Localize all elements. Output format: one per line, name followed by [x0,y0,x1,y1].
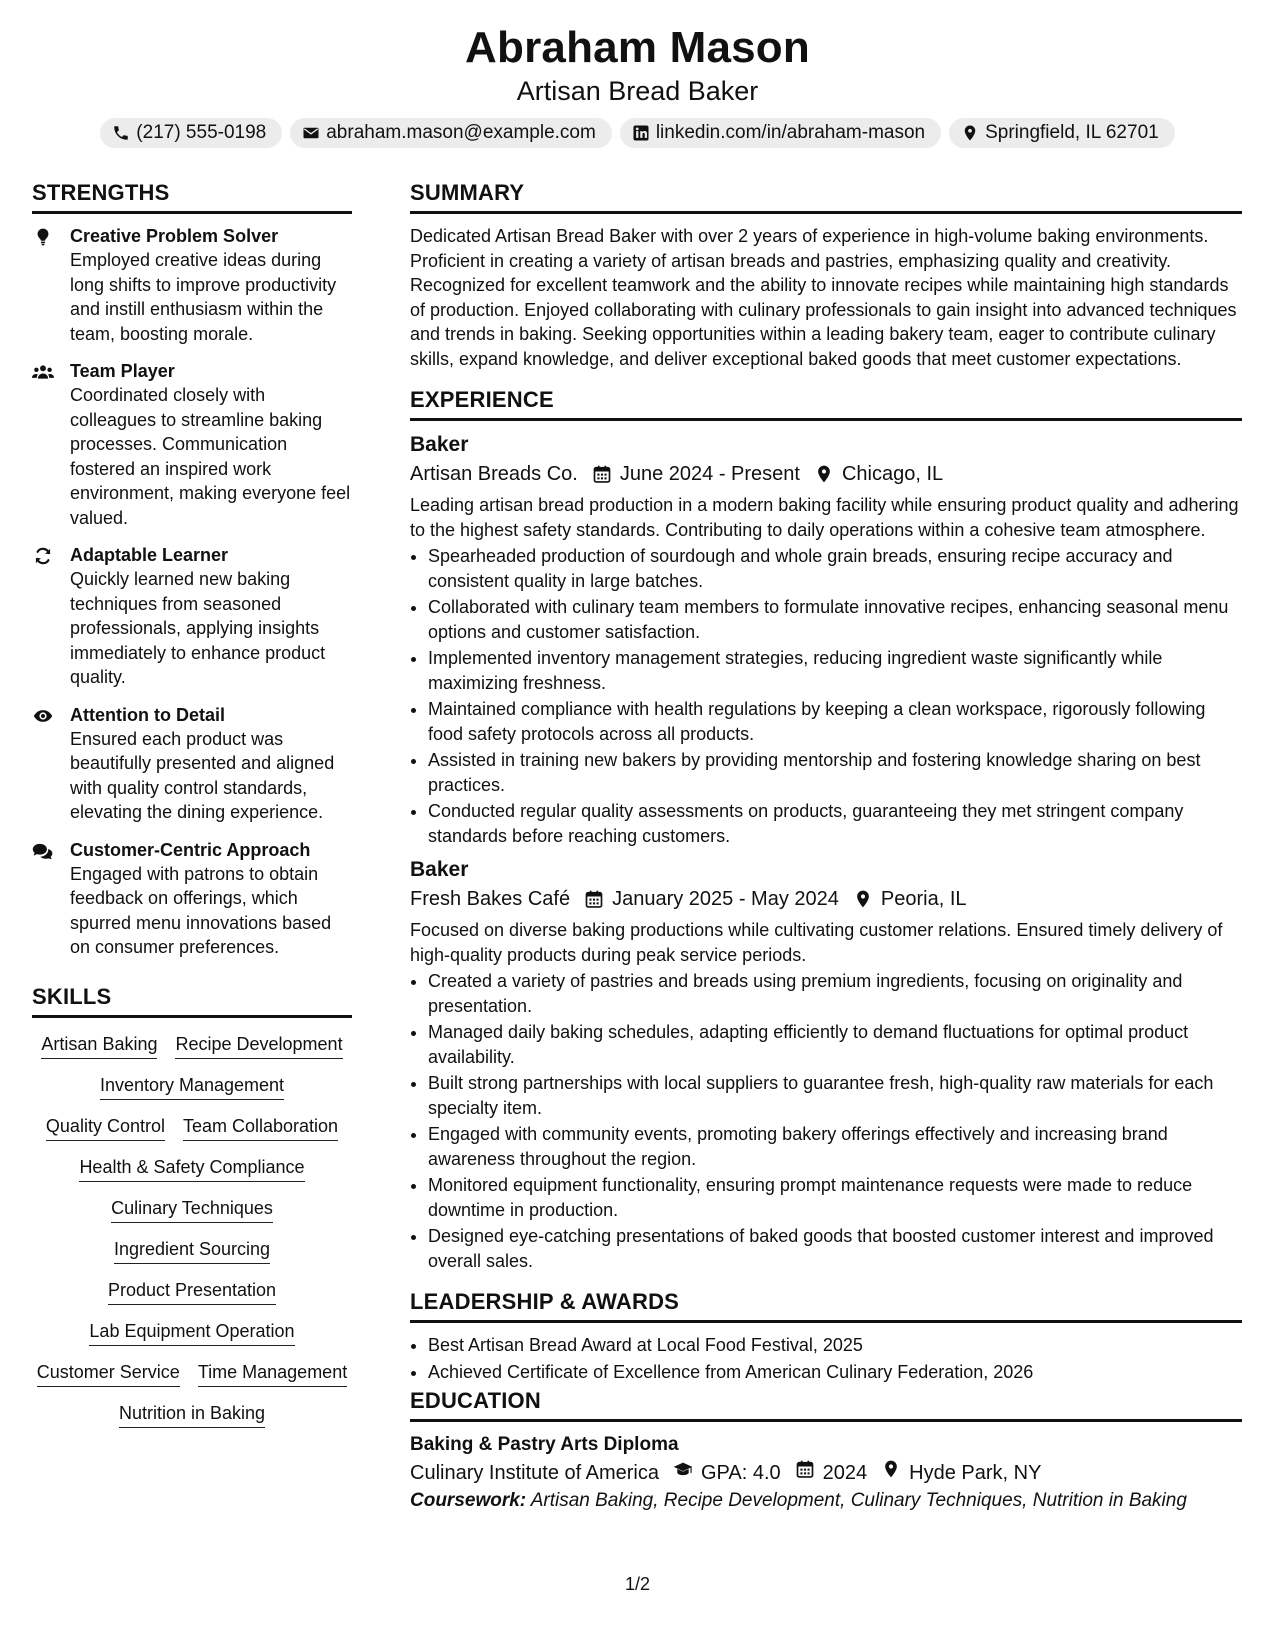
location-text: Springfield, IL 62701 [985,122,1159,143]
job-bullet: • Maintained compliance with health regulations by keeping a clean workspace, rigorously following food safety protocols across all products. [428,697,1242,746]
envelope-icon [302,124,320,142]
skill-tag: Customer Service [37,1360,180,1387]
left-column [32,178,352,1428]
job-dates-text: January 2025 - May 2024 [612,888,839,910]
email-text: abraham.mason@example.com [326,122,596,143]
strength-item [32,703,352,825]
job-title: Baker [410,433,469,456]
skill-tag: Inventory Management [100,1073,284,1100]
education-year [795,1458,868,1488]
job-bullet: • Collaborated with culinary team members to formulate innovative recipes, enhancing seasonal menu options and customer satisfaction. [428,595,1242,644]
skill-tag: Team Collaboration [183,1114,338,1141]
summary-heading: SUMMARY [410,178,1242,214]
year-text: 2024 [822,1462,868,1484]
candidate-role: Artisan Bread Baker [516,76,759,106]
job-bullets [410,969,1242,1273]
contact-linkedin[interactable] [620,118,941,148]
skill-tag: Health & Safety Compliance [79,1155,304,1182]
job-location [814,459,943,489]
job-location-text: Chicago, IL [841,463,944,485]
job-title: Baker [410,858,469,881]
job-bullet: • Created a variety of pastries and breads using premium ingredients, focusing on originality and presentation. [428,969,1242,1018]
coursework-text: Artisan Baking, Recipe Development, Culinary Techniques, Nutrition in Baking [530,1490,1187,1511]
skill-tag: Recipe Development [175,1032,342,1059]
job-dates [592,459,800,489]
awards-list [410,1333,1242,1384]
job-location [853,884,967,914]
strength-title: Attention to Detail [70,704,225,725]
education-location-text: Hyde Park, NY [909,1462,1042,1484]
education-gpa [673,1458,781,1488]
job-company: Artisan Breads Co. [410,463,578,485]
strength-description: Engaged with patrons to obtain feedback on offerings, which spurred menu innovations based on consumer preferences. [70,863,332,957]
graduation-cap-icon [673,1458,701,1488]
skill-tag: Time Management [198,1360,347,1387]
strength-description: Employed creative ideas during long shifts to improve productivity and instill enthusiasm within the team, boosting morale. [70,250,337,344]
award-item: • Achieved Certificate of Excellence from American Culinary Federation, 2026 [428,1360,1242,1385]
skill-tag: Ingredient Sourcing [114,1237,270,1264]
refresh-icon [32,543,70,690]
job-company: Fresh Bakes Café [410,888,571,910]
job-bullets [410,544,1242,848]
gpa-text: GPA: 4.0 [701,1462,781,1484]
job-bullet: • Conducted regular quality assessments on products, guaranteeing they met stringent company standards before reaching customers. [428,799,1242,848]
calendar-icon [584,889,612,909]
job-bullet: • Designed eye-catching presentations of baked goods that boosted customer interest and improved overall sales. [428,1224,1242,1273]
experience-heading: EXPERIENCE [410,385,1242,421]
education-meta [410,1458,1242,1488]
phone-icon [112,124,130,142]
map-pin-icon [961,124,979,142]
map-pin-icon [881,1458,909,1488]
job-location-text: Peoria, IL [880,888,967,910]
eye-icon [32,703,70,825]
coursework-label: Coursework: [410,1490,527,1511]
job-bullet: • Engaged with community events, promoting bakery offerings effectively and increasing brand awareness throughout the region. [428,1122,1242,1171]
degree-title: Baking & Pastry Arts Diploma [410,1434,679,1455]
candidate-name: Abraham Mason [465,23,810,72]
map-pin-icon [814,464,842,484]
users-icon [32,359,70,530]
job-dates-text: June 2024 - Present [619,463,800,485]
skill-tag: Nutrition in Baking [119,1401,265,1428]
skill-tag: Culinary Techniques [111,1196,273,1223]
strengths-heading: STRENGTHS [32,178,352,214]
contact-location [949,118,1175,148]
award-item: • Best Artisan Bread Award at Local Food Festival, 2025 [428,1333,1242,1358]
page-number: 1/2 [624,1574,651,1594]
job-bullet: • Managed daily baking schedules, adapting efficiently to demand fluctuations for optimal product availability. [428,1020,1242,1069]
summary-text: Dedicated Artisan Bread Baker with over 2 years of experience in high-volume baking environments. Proficient in creating a variety of artisan breads and pastries, emphasizing quality and creativity. Recognized for excellent teamwork and the ability to innovate recipes while maintaining high standards of production. Enjoyed collaborating with culinary professionals to gain insight into advanced techniques and trends in baking. Seeking opportunities within a leading bakery team, eager to contribute culinary skills, expand knowledge, and deliver exceptional baked goods that meet customer expectations. [410,226,1237,369]
job-description: Focused on diverse baking productions while cultivating customer relations. Ensured timely delivery of high-quality products during peak service periods. [410,920,1223,965]
job-description: Leading artisan bread production in a modern baking facility while ensuring product quality and adhering to the highest safety standards. Contributing to daily operations within a cohesive team atmosphere. [410,495,1239,540]
contact-email[interactable] [290,118,612,148]
job-meta [410,884,1242,914]
lightbulb-icon [32,224,70,346]
contact-bar [0,118,1275,148]
calendar-icon [592,464,620,484]
calendar-icon [795,1458,823,1488]
job-meta [410,459,1242,489]
linkedin-icon [632,124,650,142]
skill-tag: Quality Control [46,1114,165,1141]
education-location [881,1458,1041,1488]
education-heading: EDUCATION [410,1386,1242,1422]
strength-item [32,838,352,960]
strength-description: Coordinated closely with colleagues to streamline baking processes. Communication fostered an inspired work environment, making everyone feel valued. [70,385,351,528]
strength-description: Ensured each product was beautifully presented and aligned with quality control standards, elevating the dining experience. [70,728,335,822]
map-pin-icon [853,889,881,909]
resume-header [0,22,1275,148]
strength-item [32,224,352,346]
school-name: Culinary Institute of America [410,1462,659,1484]
coursework [410,1488,1242,1514]
job-bullet: • Implemented inventory management strategies, reducing ingredient waste significantly while maximizing freshness. [428,646,1242,695]
skills-heading: SKILLS [32,982,352,1018]
right-column [410,178,1242,1514]
skill-tag: Lab Equipment Operation [89,1319,294,1346]
strength-title: Team Player [70,361,175,381]
contact-phone [100,118,282,148]
job-dates [584,884,839,914]
job-bullet: • Assisted in training new bakers by providing mentorship and fostering knowledge sharing on best practices. [428,748,1242,797]
job-bullet: • Spearheaded production of sourdough and whole grain breads, ensuring recipe accuracy and consistent quality in large batches. [428,544,1242,593]
strength-item [32,359,352,530]
job-bullet: • Built strong partnerships with local suppliers to guarantee fresh, high-quality raw materials for each specialty item. [428,1071,1242,1120]
skill-tag: Artisan Baking [41,1032,157,1059]
job-bullet: • Monitored equipment functionality, ensuring prompt maintenance requests were made to reduce downtime in production. [428,1173,1242,1222]
comments-icon [32,838,70,960]
awards-heading: LEADERSHIP & AWARDS [410,1287,1242,1323]
job-entry [410,856,1242,1273]
linkedin-text: linkedin.com/in/abraham-mason [655,122,926,143]
strength-item [32,543,352,690]
strength-description: Quickly learned new baking techniques from seasoned professionals, applying insights immediately to enhance product quality. [70,569,326,687]
job-entry [410,431,1242,848]
skills-list [32,1032,352,1428]
phone-text: (217) 555-0198 [136,122,267,143]
skill-tag: Product Presentation [108,1278,276,1305]
strength-title: Customer-Centric Approach [70,839,311,860]
strength-title: Adaptable Learner [70,545,229,565]
strength-title: Creative Problem Solver [70,226,279,246]
